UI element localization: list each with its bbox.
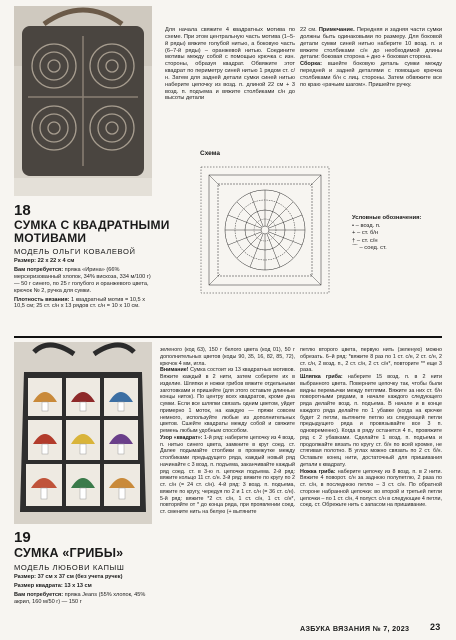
assembly-label: Сборка: [300, 61, 323, 68]
hat-label: Шляпка гриба: [300, 374, 343, 380]
attention-text: Сумка состоит из 13 квадратных мотивов. Вяжите каждый в 2 нити, затем соберите их в изделие. Шляпки и ножки грибов вяжите отдельными заготовками и пришейте (для этого оставьте длинные концы ниток). По центру всех квадратов, кроме дна сумки. Если все шляпки связать одним цветом, уйдет примерно 1 моток, на каждую — пряжи совсем немного, используйте любые из дополнительных цветов. Сшейте квадраты между собой и свяжите ремень любым удобным способом. [160, 367, 295, 434]
note-label: Примечание. [318, 27, 355, 33]
title-line-2: МОТИВАМИ [14, 231, 87, 245]
col3-text: петлю второго цвета, первую нить (зеленую) можно обрезать. 6–й ряд: *вяжите 8 раз по 1 ст. с/н, 2 ст. с/н, 2 ст. с/н, 2 возд. п., 2 ст. с/н, 2 ст. с/н*, повторите ** еще 3 раза. [300, 347, 442, 374]
project-18-col3 [300, 27, 442, 89]
pattern-text: 1-й ряд: наберите цепочку из 4 возд. п. нитью синего цвета, замкните в круг соед. ст. Далее подымайте столбики в промежутке между столбиками предыдущего ряда, каждый новый ряд начинайте с 3 возд. п. подъема, заканчивайте каждый ряд соед. ст. в 3-ю п. цепочки подъема. 2-й ряд: вяжите кольцо 11 ст. с/н. 3-й ряд: вяжите по кругу по 2 ст. с/н (= 24 ст. с/н). 4-й ряд: 3 возд. п. подъема, вяжите по кругу, чередуя по 2 и 1 ст. с/н (= 36 ст. с/н). 5-й ряд: вяжите *2 ст. с/н, 1 ст. с/н, 1 ст. с/н*, повторяйте от * до конца ряда, при проявлении соед. ст. смените нить на белую (+ вытяните [160, 434, 295, 515]
note-text: Передняя и задняя части сумки должны быть одинаковыми по размеру. Для боковой детали сумки синей нитью наберите 10 возд. п. и вяжите столбиками с/н до необходимой длины детали: боковая сторона + дно + боковая сторона. [300, 27, 442, 61]
project-19-col2 [160, 347, 295, 516]
project-number-19: 19 [14, 529, 31, 546]
chain-symbol-icon: • [352, 222, 355, 229]
title-line-1: СУМКА С КВАДРАТНЫМИ [14, 218, 170, 232]
attention-label: Внимание! [160, 367, 189, 374]
density-label: Плотность вязания: [14, 296, 70, 303]
project-title-18 [14, 219, 170, 245]
footer-magazine: АЗБУКА ВЯЗАНИЯ № 7, 2023 [300, 624, 410, 633]
square-label: Размер квадрата: [14, 582, 63, 589]
sc-symbol-icon: + [352, 230, 356, 237]
legend-item-chain [352, 223, 444, 231]
pattern-label: Узор «квадрат»: [160, 434, 203, 441]
hat-text: наберите 15 возд. п. в 2 нити выбранного цвета. Поверните цепочку так, чтобы были видны перемычки между петлями. Вяжите за них ст. б/н поворотными рядами, в начале каждого следующего ряда делайте возд. п. подъема. В начале и в конце каждого ряда делайте по 1 убавке (когда на крючке будет 2 петли, вытяните петлю из следующей петли предыдущего ряда и провязывайте все 3 п. одновременно). Когда в ряду останется 4 п., провяжите ряд с 2 убавками. Сделайте 1 возд. п. подъема и продолжайте вязать по кругу ст. б/н по всей кромке, не стягивая полотно. В углах можно связать по 2 ст. б/н. Оставьте конец нити, достаточный для пришивания детали к квадрату. [300, 374, 442, 468]
scheme-title: Схема [200, 150, 221, 157]
size-label: Размер: [14, 574, 37, 580]
project-model-18: МОДЕЛЬ ОЛЬГИ КОВАЛЕВОЙ [14, 247, 136, 256]
legend-item-sc [352, 230, 444, 238]
project-title-19: СУМКА «ГРИБЫ» [14, 546, 124, 560]
needs-label: Вам потребуется: [14, 266, 64, 273]
legend [352, 215, 444, 253]
leg-label: Ножка гриба: [300, 468, 336, 475]
bag-photo-mushrooms [14, 342, 152, 524]
needs-value: пряжа Jeans (55% хлопок, 45% акрил, 160 м/50 г) — 150 г [14, 591, 146, 605]
square-value: 13 х 13 см [64, 582, 92, 589]
project-18-col2: Для начала свяжите 4 квадратных мотива по схеме. При этом центральную часть мотива (1–5-й ряды) вяжите голубой нитью, а боковую часть (6–7-й ряды) – оранжевой нитью. Соедините мотивы между собой с помощью крючка с изн. стороны, образуя квадрат. Обвяжите этот квадрат по периметру синей нитью 1 рядом ст. с/н. Затем для задней детали сумки синей нитью наберите цепочку из возд. п. длиной 22 см + 3 возд. п. подъема и вяжите столбиками с/н до высоты детали [165, 27, 295, 102]
col3-intro: 22 см. [300, 27, 319, 33]
project-19-specs [14, 574, 152, 608]
legend-text: – возд. п. [355, 222, 381, 229]
dc-symbol-icon: † [352, 237, 356, 244]
project-model-19: МОДЕЛЬ ЛЮБОВИ КАПЫШ [14, 563, 125, 572]
assembly-text: вшейте боковую деталь сумки между передней и задней деталями с помощью крючка столбиками б/н с лиц. стороны. Затем обвяжите все по краю «рачьим шагом». Пришейте ручку. [300, 61, 442, 88]
size-value: 22 х 22 х 4 см [37, 258, 75, 264]
legend-text: – ст. б/н [357, 230, 379, 237]
needs-label: Вам потребуется: [14, 591, 64, 598]
page-number: 23 [430, 622, 441, 632]
crochet-scheme [196, 162, 336, 300]
legend-item-slst [352, 245, 444, 253]
project-18-specs [14, 258, 152, 312]
needs-value: пряжа «Ирина» (66% мерсеризованный хлопок, 34% вискоза, 334 м/100 г) — 50 г синего, по 25 г голубого и оранжевого цвета, крючок № 2, ручка для сумки. [14, 266, 151, 294]
density-value: 1 квадратный мотив = 10,5 х 10,5 см; 25 ст. с/н х 13 рядов ст. с/н = 10 х 10 см. [14, 296, 145, 310]
section-divider [14, 336, 442, 338]
size-label: Размер: [14, 258, 37, 264]
legend-text: – ст. с/н [356, 237, 378, 244]
col2-text: зеленого (код 63), 150 г белого цвета (код 01), 50 г дополнительных цветов (коды 90, 35, 16, 82, 85, 72), крючок 4 мм, игла. [160, 347, 295, 367]
leg-text: наберите цепочку из 8 возд. п. в 2 нити. Вяжите 4 поворот. с/н за заднюю полупетлю, 2 раза по ст. с/н, в последнюю петлю – 3 ст. с/н. По обратной стороне набранной цепочки: во второй и третьей петли цепочки – по 1 ст. с/н, 4 полуст. с/н в следующие 4 петли, соед. ст. Обрежьте нить с запасом на пришивание. [300, 468, 442, 509]
project-number-18: 18 [14, 202, 31, 219]
slst-symbol-icon: ⌒ [352, 245, 358, 252]
size-value: 37 см х 37 см (без учета ручек) [37, 574, 123, 580]
legend-title: Условные обозначения: [352, 215, 422, 221]
project-19-col3 [300, 347, 442, 509]
bag-photo-squares [14, 6, 152, 196]
legend-text: – соед. ст. [359, 245, 387, 252]
